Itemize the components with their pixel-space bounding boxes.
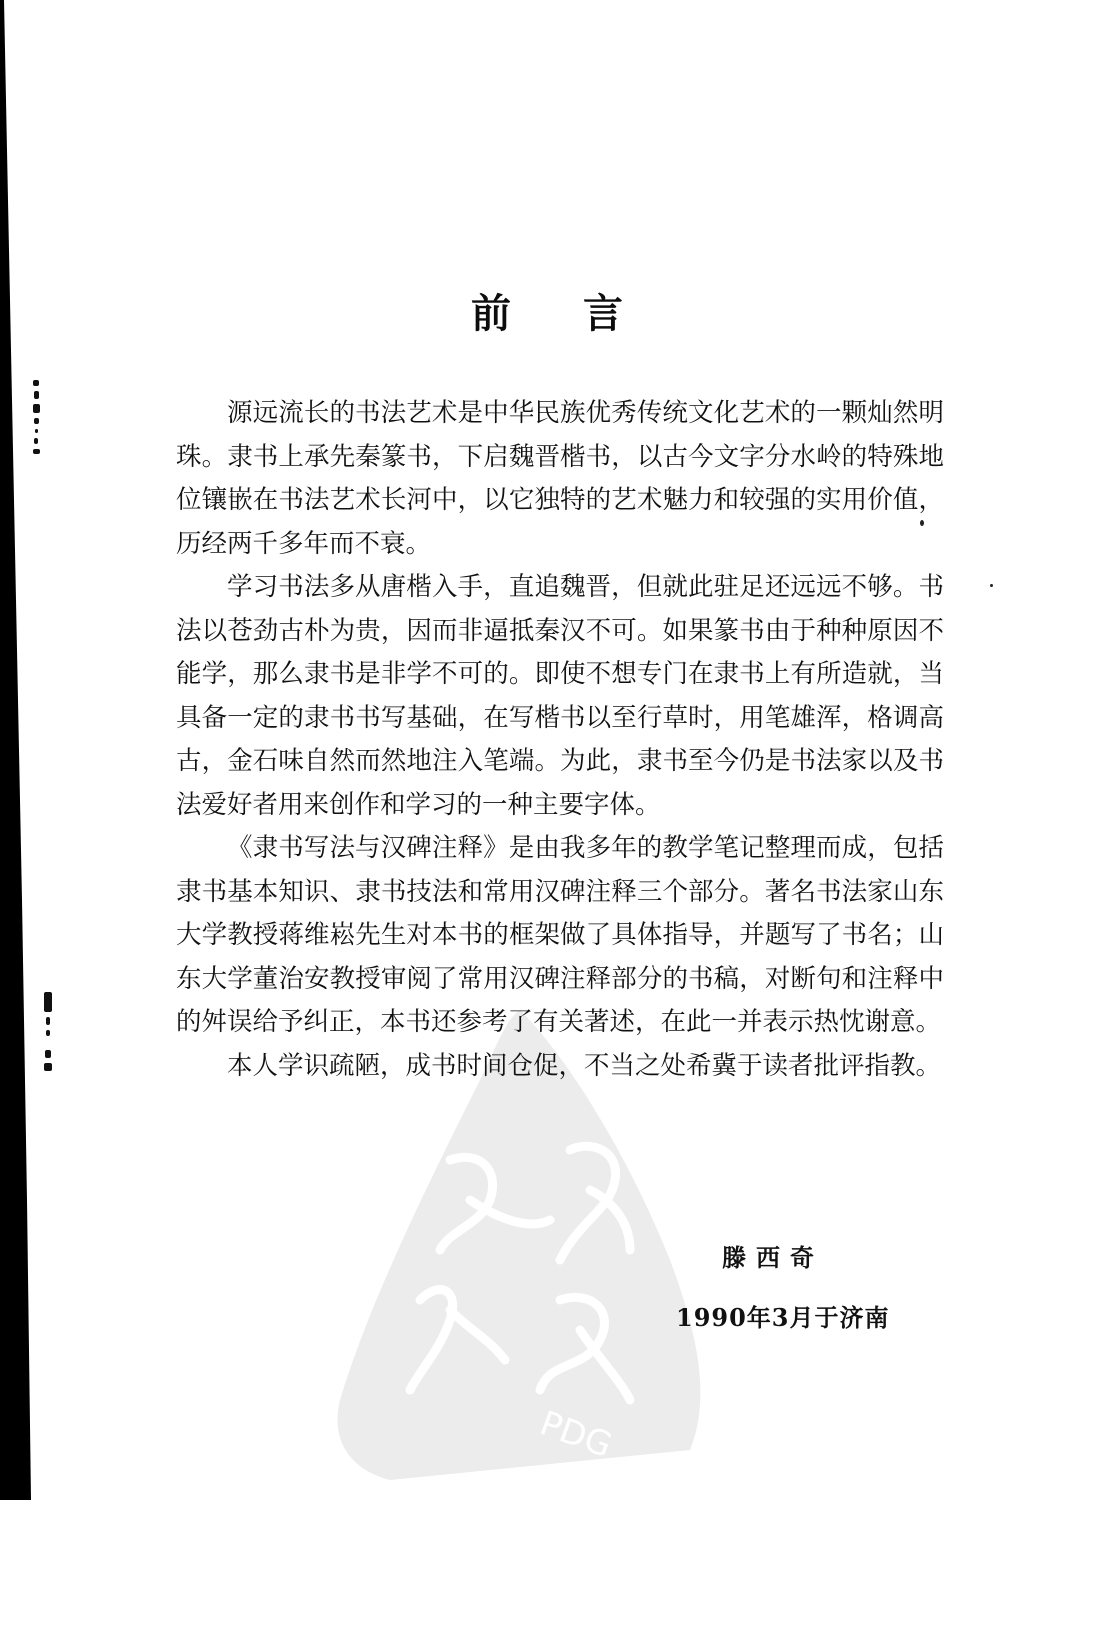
paragraph: 本人学识疏陋，成书时间仓促，不当之处希冀于读者批评指教。 xyxy=(227,1050,942,1081)
paragraph: 学习书法多从唐楷入手，直追魏晋，但就此驻足还远远不够。书法以苍劲古朴为贵，因而非逼抵秦汉不可。如果篆书由于种种原因不能学，那么隶书是非学不可的。即使不想专门在隶书上有所造就，当具备一定的隶书书写基础，在写楷书以至行草时，用笔雄浑，格调高古，金石味自然而然地注入笔端。为此，隶书至今仍是书法家以及书法爱好者用来创作和学习的一种主要字体。 xyxy=(176,572,944,820)
paragraph: 源远流长的书法艺术是中华民族优秀传统文化艺术的一颗灿然明珠。隶书上承先秦篆书，下启魏晋楷书，以古今文字分水岭的特殊地位镶嵌在书法艺术长河中，以它独特的艺术魅力和较强的实用价值，历经两千多年而不衰。 xyxy=(176,398,944,559)
date-place: 1990年3月于济南 xyxy=(676,1303,890,1332)
watermark-text: PDG xyxy=(534,1403,618,1466)
page-title: 前言 xyxy=(471,290,695,337)
preface-body xyxy=(176,392,944,1088)
author-signature: 滕西奇 xyxy=(722,1243,824,1272)
paragraph: 《隶书写法与汉碑注释》是由我多年的教学笔记整理而成，包括隶书基本知识、隶书技法和常用汉碑注释三个部分。著名书法家山东大学教授蒋维崧先生对本书的框架做了具体指导，并题写了书名；山东大学董治安教授审阅了常用汉碑注释部分的书稿，对断句和注释中的舛误给予纠正，本书还参考了有关著述，在此一并表示热忱谢意。 xyxy=(176,833,944,1037)
